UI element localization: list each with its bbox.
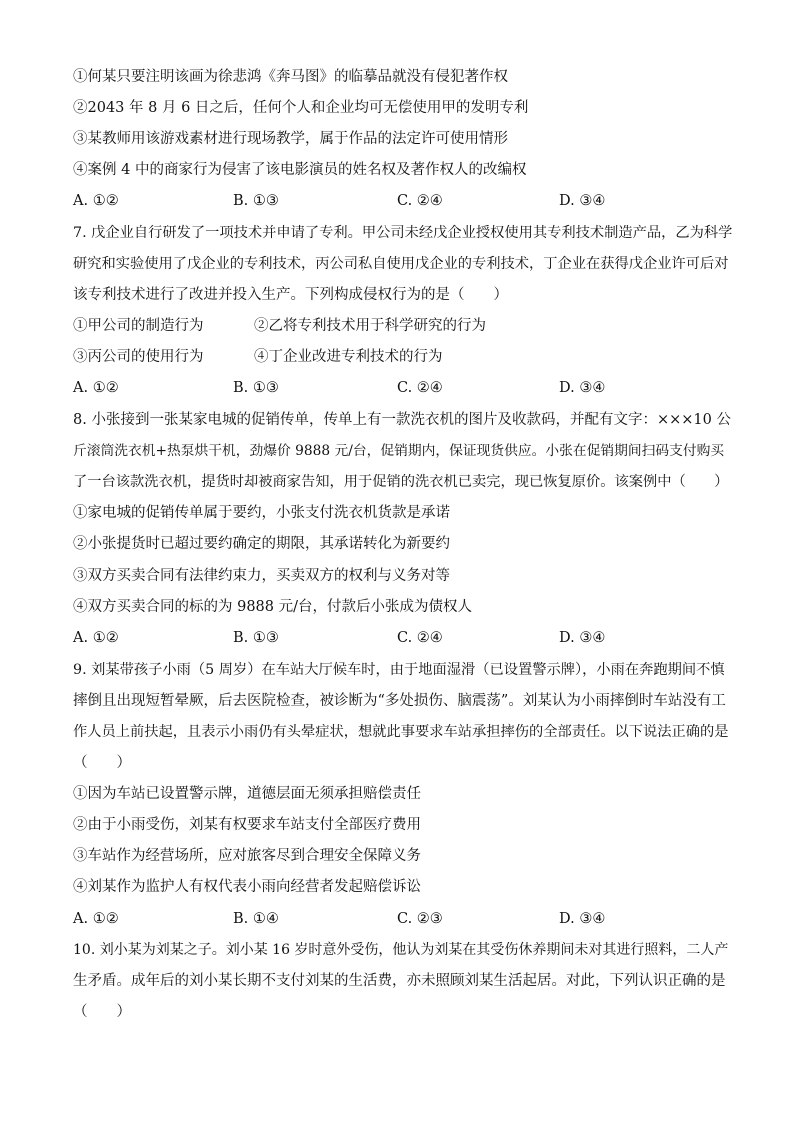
q7-statement-3: ③丙公司的使用行为	[73, 349, 204, 365]
q6-statement-3: ③某教师用该游戏素材进行现场教学，属于作品的法定许可使用情形	[73, 131, 508, 147]
q8-statement-1: ①家电城的促销传单属于要约，小张支付洗衣机货款是承诺	[73, 505, 450, 521]
q7-option-a[interactable]: A. ①②	[73, 380, 119, 396]
q7-stem-line-3: 该专利技术进行了改进并投入生产。下列构成侵权行为的是（ ）	[73, 287, 508, 303]
q7-statements-row-1	[73, 316, 733, 336]
q8-stem-line-3: 了一台该款洗衣机，提货时却被商家告知，用于促销的洗衣机已卖完，现已恢复原价。该案例中（ ）	[73, 474, 729, 490]
q9-statement-1: ①因为车站已设置警示牌，道德层面无须承担赔偿责任	[73, 786, 421, 802]
q9-stem-line-2: 摔倒且出现短暂晕厥，后去医院检查，被诊断为“多处损伤、脑震荡”。刘某认为小雨摔倒时车站没有工	[73, 693, 726, 709]
q9-stem-line-1: 9. 刘某带孩子小雨（5 周岁）在车站大厅候车时，由于地面湿滑（已设置警示牌），小雨在奔跑期间不慎	[73, 662, 725, 678]
q10-stem-line-3: （ ）	[73, 1004, 131, 1020]
q6-statement-2: ②2043 年 8 月 6 日之后，任何个人和企业均可无偿使用甲的发明专利	[73, 100, 529, 116]
q8-statement-3: ③双方买卖合同有法律约束力，买卖双方的权利与义务对等	[73, 568, 450, 584]
q7-statement-1: ①甲公司的制造行为	[73, 318, 204, 334]
q9-option-b[interactable]: B. ①④	[233, 911, 279, 927]
q6-options	[73, 191, 733, 211]
q9-statement-2: ②由于小雨受伤，刘某有权要求车站支付全部医疗费用	[73, 817, 421, 833]
q8-options	[73, 628, 733, 648]
q6-option-d[interactable]: D. ③④	[559, 193, 606, 209]
q6-statement-4: ④案例 4 中的商家行为侵害了该电影演员的姓名权及著作权人的改编权	[73, 162, 527, 178]
q7-stem-line-2: 研究和实验使用了戊企业的专利技术，丙公司私自使用戊企业的专利技术，丁企业在获得戊企业许可后对	[73, 256, 729, 272]
q9-options	[73, 909, 733, 929]
q8-statement-4: ④双方买卖合同的标的为 9888 元/台，付款后小张成为债权人	[73, 599, 473, 615]
q8-stem-line-1: 8. 小张接到一张某家电城的促销传单，传单上有一款洗衣机的图片及收款码，并配有文字：×××10 公	[73, 412, 731, 428]
q7-statement-4: ④丁企业改进专利技术的行为	[254, 349, 443, 365]
q9-option-d[interactable]: D. ③④	[559, 911, 606, 927]
q8-option-d[interactable]: D. ③④	[559, 630, 606, 646]
q9-stem-line-4: （ ）	[73, 755, 131, 771]
q7-option-d[interactable]: D. ③④	[559, 380, 606, 396]
q8-statement-2: ②小张提货时已超过要约确定的期限，其承诺转化为新要约	[73, 536, 450, 552]
q9-option-c[interactable]: C. ②③	[397, 911, 443, 927]
q6-option-a[interactable]: A. ①②	[73, 193, 119, 209]
q8-option-a[interactable]: A. ①②	[73, 630, 119, 646]
q6-statement-1: ①何某只要注明该画为徐悲鸿《奔马图》的临摹品就没有侵犯著作权	[73, 69, 508, 85]
q7-statements-row-2	[73, 347, 733, 367]
q9-stem-line-3: 作人员上前扶起，且表示小雨仍有头晕症状，想就此事要求车站承担摔伤的全部责任。以下说法正确的是	[73, 724, 729, 740]
q8-stem-line-2: 斤滚筒洗衣机+热泵烘干机，劲爆价 9888 元/台，促销期内，保证现货供应。小张在促销期间扫码支付购买	[73, 443, 725, 459]
q9-statement-4: ④刘某作为监护人有权代表小雨向经营者发起赔偿诉讼	[73, 879, 421, 895]
q9-statement-3: ③车站作为经营场所，应对旅客尽到合理安全保障义务	[73, 848, 421, 864]
q10-stem-line-2: 生矛盾。成年后的刘小某长期不支付刘某的生活费，亦未照顾刘某生活起居。对此，下列认识正确的是	[73, 973, 726, 989]
q9-option-a[interactable]: A. ①②	[73, 911, 119, 927]
q7-option-c[interactable]: C. ②④	[397, 380, 443, 396]
q6-option-c[interactable]: C. ②④	[397, 193, 443, 209]
q10-stem-line-1: 10. 刘小某为刘某之子。刘小某 16 岁时意外受伤，他认为刘某在其受伤休养期间未对其进行照料，二人产	[73, 942, 729, 958]
q6-option-b[interactable]: B. ①③	[233, 193, 279, 209]
q7-stem-line-1: 7. 戊企业自行研发了一项技术并申请了专利。甲公司未经戊企业授权使用其专利技术制造产品，乙为科学	[73, 225, 733, 241]
q7-statement-2: ②乙将专利技术用于科学研究的行为	[254, 318, 486, 334]
q7-options	[73, 378, 733, 398]
q8-option-c[interactable]: C. ②④	[397, 630, 443, 646]
q8-option-b[interactable]: B. ①③	[233, 630, 279, 646]
q7-option-b[interactable]: B. ①③	[233, 380, 279, 396]
